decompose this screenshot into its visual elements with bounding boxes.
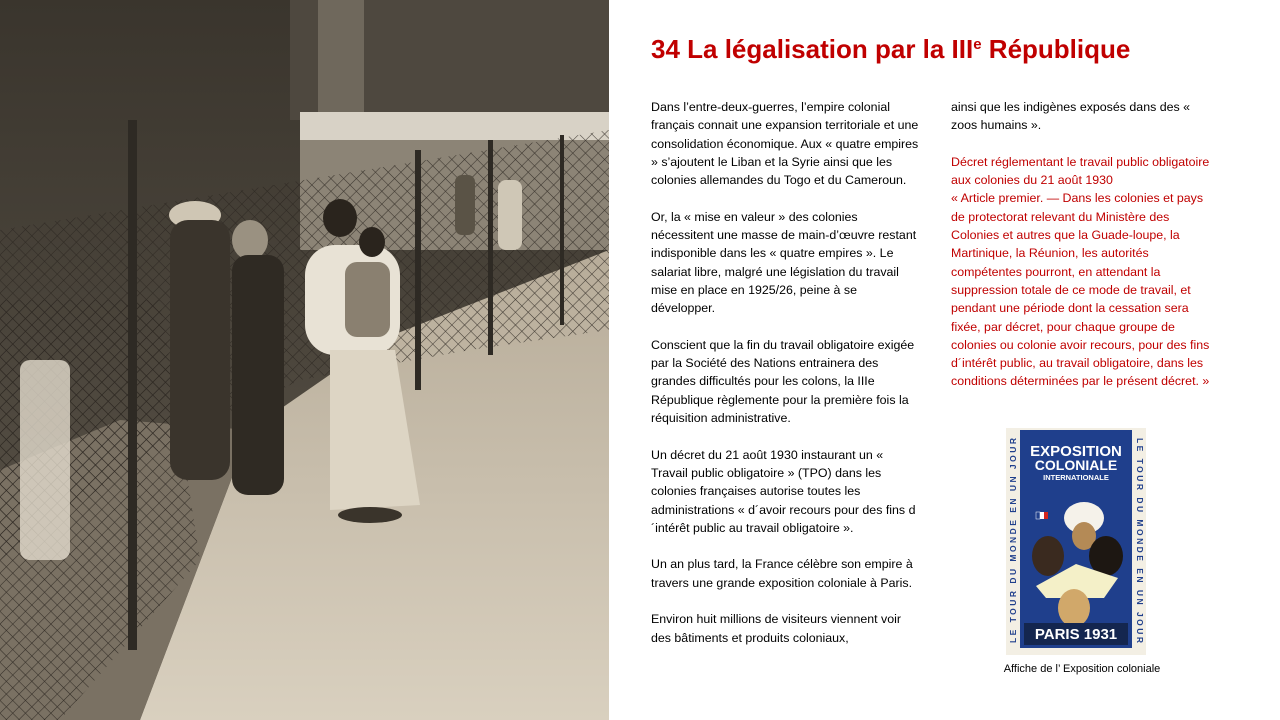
text-column-right xyxy=(951,98,1213,391)
exposition-poster xyxy=(1006,428,1146,655)
poster-side-left: LE TOUR DU MONDE EN UN JOUR xyxy=(1008,438,1018,643)
page-title xyxy=(651,34,1130,65)
paragraph: Environ huit millions de visiteurs viennent voir des bâtiments et produits coloniaux, xyxy=(651,612,901,645)
paragraph: Conscient que la fin du travail obligatoire exigée par la Société des Nations entrainera des grandes difficultés pour les colons, la IIIe République règlemente pour la première fois la réquisition administrative. xyxy=(651,337,915,426)
title-rest: République xyxy=(981,34,1131,64)
paragraph: Un an plus tard, la France célèbre son empire à travers une grande exposition coloniale à Paris. xyxy=(651,557,913,590)
title-superscript: e xyxy=(973,36,982,53)
poster-line2: COLONIALE xyxy=(1034,457,1118,473)
decree-title: Décret réglementant le travail public obligatoire aux colonies du 21 août 1930 xyxy=(951,154,1210,188)
poster-bottom: PARIS 1931 xyxy=(1034,626,1118,643)
title-main: 34 La légalisation par la III xyxy=(651,34,974,64)
poster-caption: Affiche de l’ Exposition coloniale xyxy=(1003,663,1161,675)
paragraph: Or, la « mise en valeur » des colonies nécessitent une masse de main-d’œuvre restant indisponible dans les « quatre empires ». Le salariat libre, malgré une législation du travail mise en place en 1925/26, peine à se développer. xyxy=(651,209,917,316)
poster-line3: INTERNATIONALE xyxy=(1043,473,1109,482)
paragraph: Dans l’entre-deux-guerres, l’empire colonial français connait une expansion territoriale et une consolidation économique. Aux « quatre empires » s’ajoutent le Liban et la Syrie ainsi que les colonies allemandes du Togo et du Cameroun. xyxy=(651,100,919,188)
historical-photo xyxy=(0,0,609,720)
decree-quote: « Article premier. — Dans les colonies et pays de protectorat relevant du Ministère des Colonies et autres que la Guade-loupe, la Martinique, la Réunion, les autorités compétentes pourront, en attendant la suppression totale de ce mode de travail, et pendant une période dont la cessation sera fixée, par décret, pour chaque groupe de colonies ou colonie avoir recours, pour des fins d´intérêt public, au travail obligatoire, dans les conditions déterminées par le présent décret. » xyxy=(951,191,1210,389)
paragraph-continuation: ainsi que les indigènes exposés dans des « zoos humains ». xyxy=(951,100,1191,133)
poster-side-right: LE TOUR DU MONDE EN UN JOUR xyxy=(1135,438,1145,643)
text-column-left xyxy=(651,98,919,665)
paragraph: Un décret du 21 août 1930 instaurant un « Travail public obligatoire » (TPO) dans les colonies françaises autorise toutes les administrations « d´avoir recours pour des fins d´intérêt public au travail obligatoire ». xyxy=(651,447,916,535)
poster-line1: EXPOSITION xyxy=(1030,443,1122,460)
